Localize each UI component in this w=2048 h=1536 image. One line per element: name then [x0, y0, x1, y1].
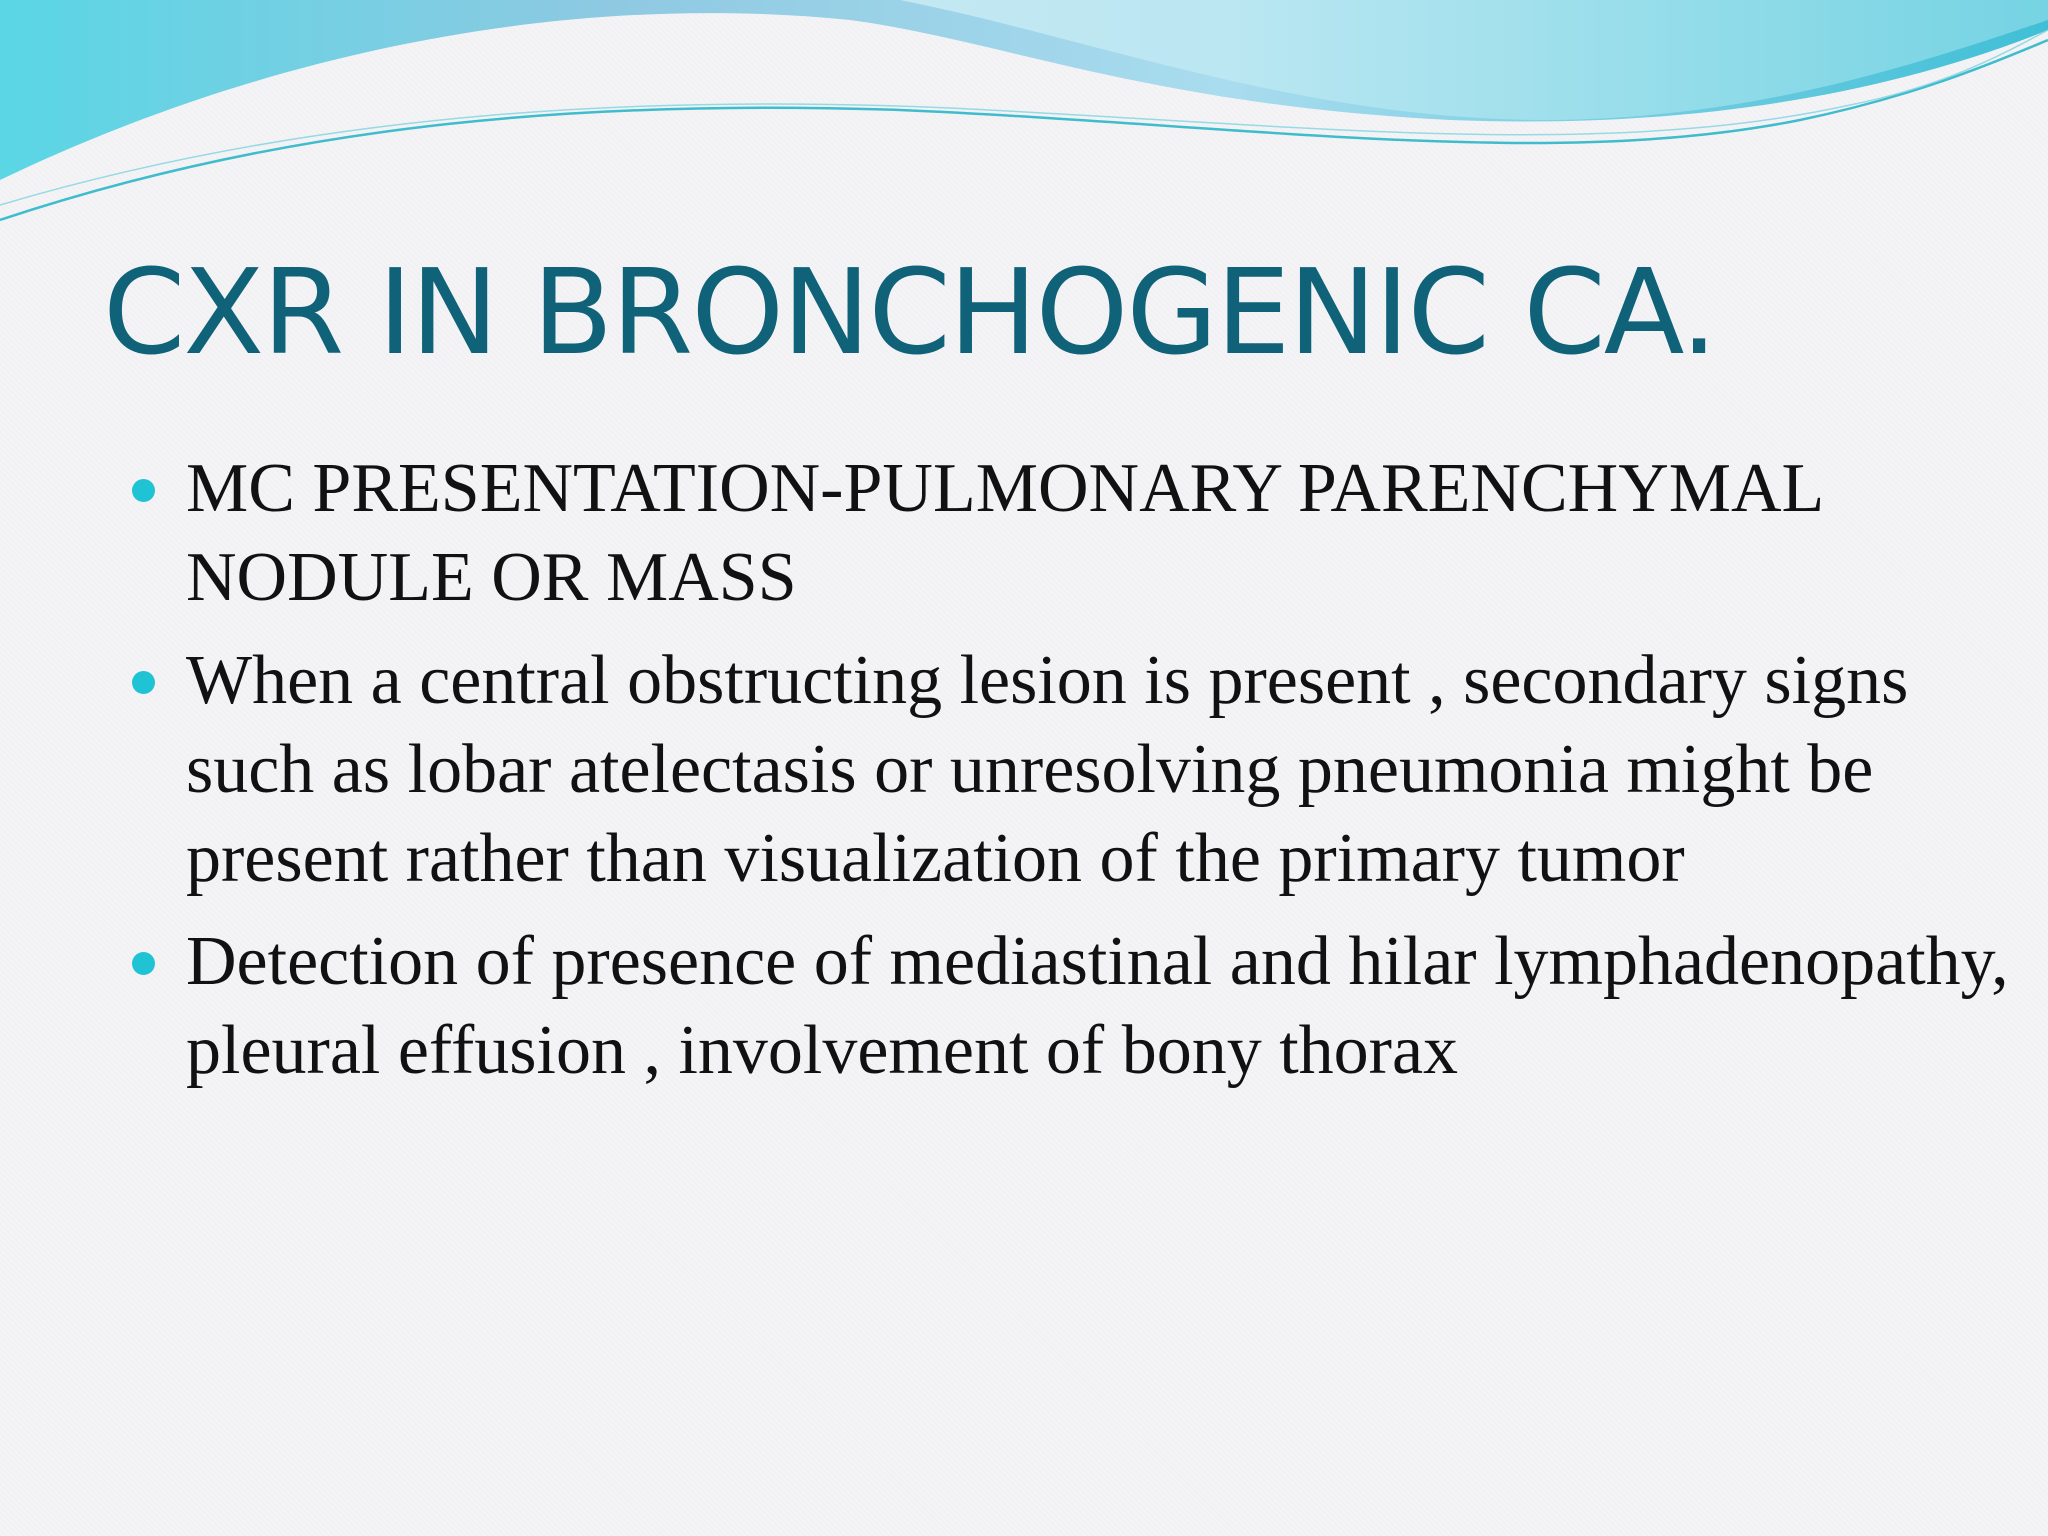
bullet-item: [130, 444, 2010, 622]
bullet-dot-icon: [132, 479, 155, 502]
slide-title: CXR IN BRONCHOGENIC CA.: [103, 243, 1716, 381]
bullet-dot-icon: [132, 952, 155, 975]
bullet-item: [130, 917, 2010, 1095]
bullet-text: Detection of presence of mediastinal and hilar lymphadenopathy, pleural effusion , involvement of bony thorax: [186, 923, 2009, 1089]
bullet-dot-icon: [132, 671, 155, 694]
bullet-text: When a central obstructing lesion is present , secondary signs such as lobar atelectasis or unresolving pneumonia might be present rather than visualization of the primary tumor: [186, 642, 1909, 897]
header-wave-decoration: [0, 0, 2048, 240]
bullet-item: [130, 636, 2010, 903]
bullet-list: [130, 444, 2010, 1109]
bullet-text: MC PRESENTATION-PULMONARY PARENCHYMAL NODULE OR MASS: [186, 450, 1822, 616]
